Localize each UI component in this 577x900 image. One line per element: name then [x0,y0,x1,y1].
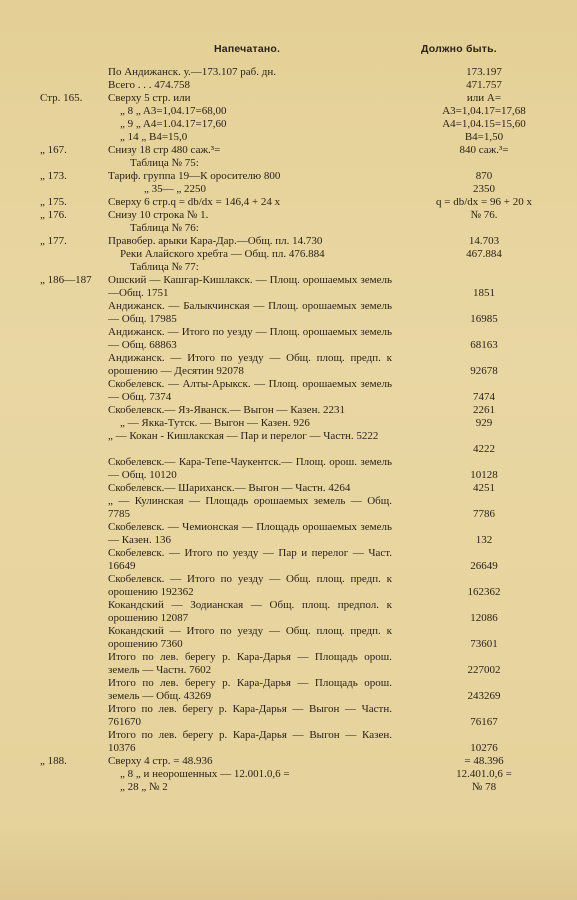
errata-row [0,261,577,274]
errata-row [0,378,577,404]
printed-text: Итого по лев. берегу р. Кара-Дарья — Выгон — Казен. 10376 [108,729,392,754]
correct-text: 132 [475,534,493,546]
printed-text: „ 35— „ 2250 [144,183,207,195]
correct-text: 2350 [473,183,495,195]
correct-text: 243269 [467,690,501,702]
errata-list [0,66,577,794]
page-ref: „ 177. [40,235,67,247]
errata-row [0,768,577,781]
errata-row [0,209,577,222]
errata-row [0,625,577,651]
correct-text: 173.197 [466,66,502,78]
page-ref: Стр. 165. [40,92,83,104]
correct-text: B4=1,50 [464,131,504,143]
correct-text: 467.884 [466,248,502,260]
errata-row [0,651,577,677]
printed-text: Андижанск. — Итого по уезду — Площ. орошаемых земель — Общ. 68863 [108,326,392,351]
correct-text: 16985 [470,313,498,325]
correct-text: 7474 [473,391,495,403]
page-ref: „ 167. [40,144,67,156]
printed-text: Скобелевск. — Итого по уезду — Общ. площ. предп. к орошению 192362 [108,573,392,598]
errata-row [0,599,577,625]
printed-text: Скобелевск.— Яз-Яванск.— Выгон — Казен. 2231 [108,404,345,416]
correct-text: 471.757 [466,79,502,91]
printed-text: Итого по лев. берегу р. Кара-Дарья — Площадь орош. земель — Общ. 43269 [108,677,392,702]
errata-row [0,118,577,131]
correct-text: A4=1,04.15=15,60 [442,118,526,130]
errata-row [0,547,577,573]
printed-text: Андижанск. — Балыкчинская — Площ. орошаемых земель — Общ. 17985 [108,300,392,325]
page-ref: „ 188. [40,755,67,767]
errata-row [0,183,577,196]
printed-text: Андижанск. — Итого по уезду — Общ. площ. предп. к орошению — Десятин 92078 [108,352,392,377]
errata-row [0,456,577,482]
errata-row [0,92,577,105]
page-ref: „ 176. [40,209,67,221]
printed-text: Итого по лев. берегу р. Кара-Дарья — Площадь орош. земель — Частн. 7602 [108,651,392,676]
errata-row [0,131,577,144]
correct-text: 4222 [473,443,495,455]
page-ref: „ 186—187 [40,274,92,286]
printed-text: Реки Алайского хребта — Общ. пл. 476.884 [120,248,325,260]
printed-text: Кокандский — Итого по уезду — Общ. площ. предп. к орошению 7360 [108,625,392,650]
correct-text: q = db/dx = 96 + 20 x [436,196,532,208]
errata-row [0,781,577,794]
correct-text: 76167 [470,716,498,728]
errata-row [0,430,577,456]
correct-text: 10128 [470,469,498,481]
correct-text: 227002 [467,664,501,676]
errata-row [0,482,577,495]
errata-row [0,352,577,378]
errata-row [0,170,577,183]
printed-text: „ — Кулинская — Площадь орошаемых земель — Общ. 7785 [108,495,392,520]
correct-text: 26649 [470,560,498,572]
errata-row [0,573,577,599]
printed-text: „ — Якка-Тутск. — Выгон — Казен. 926 [120,417,310,429]
errata-row [0,495,577,521]
errata-row [0,66,577,79]
printed-text: Всего . . . 474.758 [108,79,190,91]
correct-text: 870 [475,170,493,182]
errata-row [0,300,577,326]
printed-text: Правобер. арыки Кара-Дар.—Общ. пл. 14.730 [108,235,323,247]
correct-text: 92678 [470,365,498,377]
errata-row [0,248,577,261]
correct-text: 12.401.0,6 = [456,768,512,780]
printed-text: Скобелевск. — Алты-Арыкск. — Площ. орошаемых земель — Общ. 7374 [108,378,392,403]
errata-row [0,703,577,729]
printed-text: „ 8 „ A3=1,04.17=68,00 [120,105,227,117]
page-shadow [0,826,577,900]
printed-text: Скобелевск.— Кара-Тепе-Чаукентск.— Площ. орош. земель — Общ. 10120 [108,456,392,481]
correct-text: 12086 [470,612,498,624]
printed-text: Скобелевск. — Итого по уезду — Пар и перелог — Част. 16649 [108,547,392,572]
correct-text: 68163 [470,339,498,351]
printed-text: Тариф. группа 19—К оросителю 800 [108,170,281,182]
printed-text: Скобелевск. — Чемионская — Площадь орошаемых земель — Казен. 136 [108,521,392,546]
correct-text: № 76. [470,209,498,221]
header-printed: Напечатано. [214,43,281,55]
correct-text: 162362 [467,586,501,598]
errata-row [0,144,577,157]
printed-text: Кокандский — Зодианская — Общ. площ. предпол. к орошению 12087 [108,599,392,624]
correct-text: или A= [466,92,502,104]
printed-text: „ — Кокан - Кишлакская — Пар и перелог — Частн. 5222 [108,430,379,442]
printed-text: „ 14 „ B4=15,0 [120,131,188,143]
printed-text: Снизу 10 строка № 1. [108,209,209,221]
page-ref: „ 175. [40,196,67,208]
printed-text: Ошский — Кашгар-Кишлакск. — Площ. орошаемых земель—Общ. 1751 [108,274,392,299]
errata-row [0,274,577,300]
errata-row [0,677,577,703]
correct-text: 2261 [473,404,495,416]
printed-text: Таблица № 75: [130,157,199,169]
correct-text: 4251 [473,482,495,494]
errata-row [0,222,577,235]
printed-text: Таблица № 76: [130,222,199,234]
printed-text: Сверху 5 стр. или [108,92,191,104]
errata-row [0,79,577,92]
correct-text: = 48.396 [464,755,504,767]
errata-row [0,417,577,430]
correct-text: 929 [475,417,493,429]
errata-row [0,105,577,118]
printed-text: „ 8 „ и неорошенных — 12.001.0,6 = [120,768,290,780]
printed-text: „ 9 „ A4=1.04.17=17,60 [120,118,227,130]
errata-row [0,235,577,248]
printed-text: Скобелевск.— Шариханск.— Выгон — Частн. 4264 [108,482,351,494]
printed-text: Сверху 4 стр. = 48.936 [108,755,213,767]
errata-row [0,404,577,417]
errata-row [0,521,577,547]
page-ref: „ 173. [40,170,67,182]
printed-text: По Андижанск. у.—173.107 раб. дн. [108,66,276,78]
errata-row [0,729,577,755]
correct-text: 7786 [473,508,495,520]
errata-row [0,326,577,352]
errata-row [0,157,577,170]
correct-text: 840 саж.³= [459,144,509,156]
correct-text: 14.703 [468,235,500,247]
errata-row [0,196,577,209]
printed-text: Сверху 6 стр.q = db/dx = 146,4 + 24 x [108,196,281,208]
correct-text: 73601 [470,638,498,650]
correct-text: A3=1,04.17=17,68 [442,105,526,117]
header-should-be: Должно быть. [421,43,497,55]
printed-text: Итого по лев. берегу р. Кара-Дарья — Выгон — Частн. 761670 [108,703,392,728]
printed-text: Снизу 18 стр 480 саж.³= [108,144,221,156]
printed-text: Таблица № 77: [130,261,199,273]
correct-text: 1851 [473,287,495,299]
correct-text: 10276 [470,742,498,754]
errata-row [0,755,577,768]
correct-text: № 78 [471,781,497,793]
printed-text: „ 28 „ № 2 [120,781,168,793]
